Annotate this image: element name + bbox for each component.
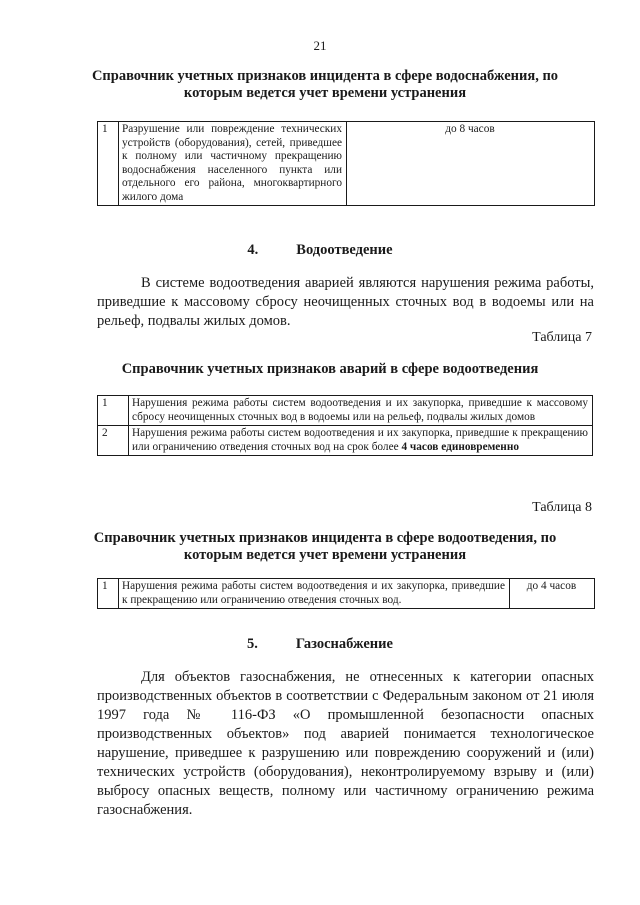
- row-description: Разрушение или повреждение технических устройств (оборудования), сетей, приведшее к полному или частичному прекращению водоснабжения населенного пункта или отдельного его района, многоквартирного жилого дома: [119, 122, 347, 206]
- section5-heading: Газоснабжение: [295, 636, 393, 652]
- table8-heading-line2: которым ведется учет времени устранения: [183, 547, 467, 563]
- section4-title: [0, 242, 640, 259]
- table6-heading-line2: которым ведется учет времени устранения: [183, 85, 467, 101]
- table6: [97, 121, 595, 206]
- section4-number: 4.: [247, 242, 259, 258]
- section5-text: Для объектов газоснабжения, не отнесенных к категории опасных производственных объектов в соответствии с Федеральным законом от 21 июля 1997 года № 116-ФЗ «О промышленной безопасности опасных производственных объектов» под аварией понимается технологическое нарушение, приведшее к разрушению или повреждению сооружений и (или) технических устройств (оборудования), неконтролируемому взрыву и (или) выбросу опасных веществ, полному или частичному ограничению режима газоснабжения.: [97, 669, 594, 818]
- section5-title: [0, 636, 640, 653]
- row-description-text: Нарушения режима работы систем водоотведения и их закупорка, приведшие к прекращению или ограничению отведения сточных вод на срок более: [132, 427, 588, 453]
- table6-heading-line1: Справочник учетных признаков инцидента в сфере водоснабжения, по: [91, 68, 559, 84]
- row-time: до 8 часов: [347, 122, 595, 206]
- row-number: 1: [98, 579, 119, 609]
- table8-heading: [90, 530, 560, 564]
- table8: [97, 578, 595, 609]
- row-number: 1: [98, 396, 129, 426]
- table7-heading: Справочник учетных признаков аварий в сфере водоотведения: [121, 361, 539, 377]
- section4-text: В системе водоотведения аварией являются нарушения режима работы, приведшие к массовому сбросу неочищенных сточных вод в водоемы или на рельеф, подвалы жилых домов.: [97, 275, 594, 329]
- row-number: 2: [98, 426, 129, 456]
- section5-number: 5.: [247, 636, 258, 652]
- section4-heading: Водоотведение: [296, 242, 393, 258]
- row-description: Нарушения режима работы систем водоотведения и их закупорка, приведшие к прекращению или ограничению отведения сточных вод.: [119, 579, 510, 609]
- table-row: [98, 396, 593, 426]
- section5-paragraph: [97, 668, 594, 820]
- section4-paragraph: [97, 274, 594, 331]
- table8-heading-line1: Справочник учетных признаков инцидента в сфере водоотведения, по: [93, 530, 557, 546]
- table-row: [98, 579, 595, 609]
- row-description: Нарушения режима работы систем водоотведения и их закупорка, приведшие к массовому сбросу неочищенных сточных вод в водоемы или на рельеф, подвалы жилых домов: [129, 396, 593, 426]
- row-time: до 4 часов: [510, 579, 595, 609]
- row-description: [129, 426, 593, 456]
- row-number: 1: [98, 122, 119, 206]
- table8-caption: Таблица 8: [532, 500, 592, 515]
- table6-heading: [90, 68, 560, 102]
- table-row: [98, 426, 593, 456]
- table7: [97, 395, 593, 456]
- row-description-emphasis: 4 часов единовременно: [401, 440, 519, 453]
- table-row: [98, 122, 595, 206]
- page-number: 21: [313, 38, 327, 53]
- table7-caption: Таблица 7: [532, 330, 592, 345]
